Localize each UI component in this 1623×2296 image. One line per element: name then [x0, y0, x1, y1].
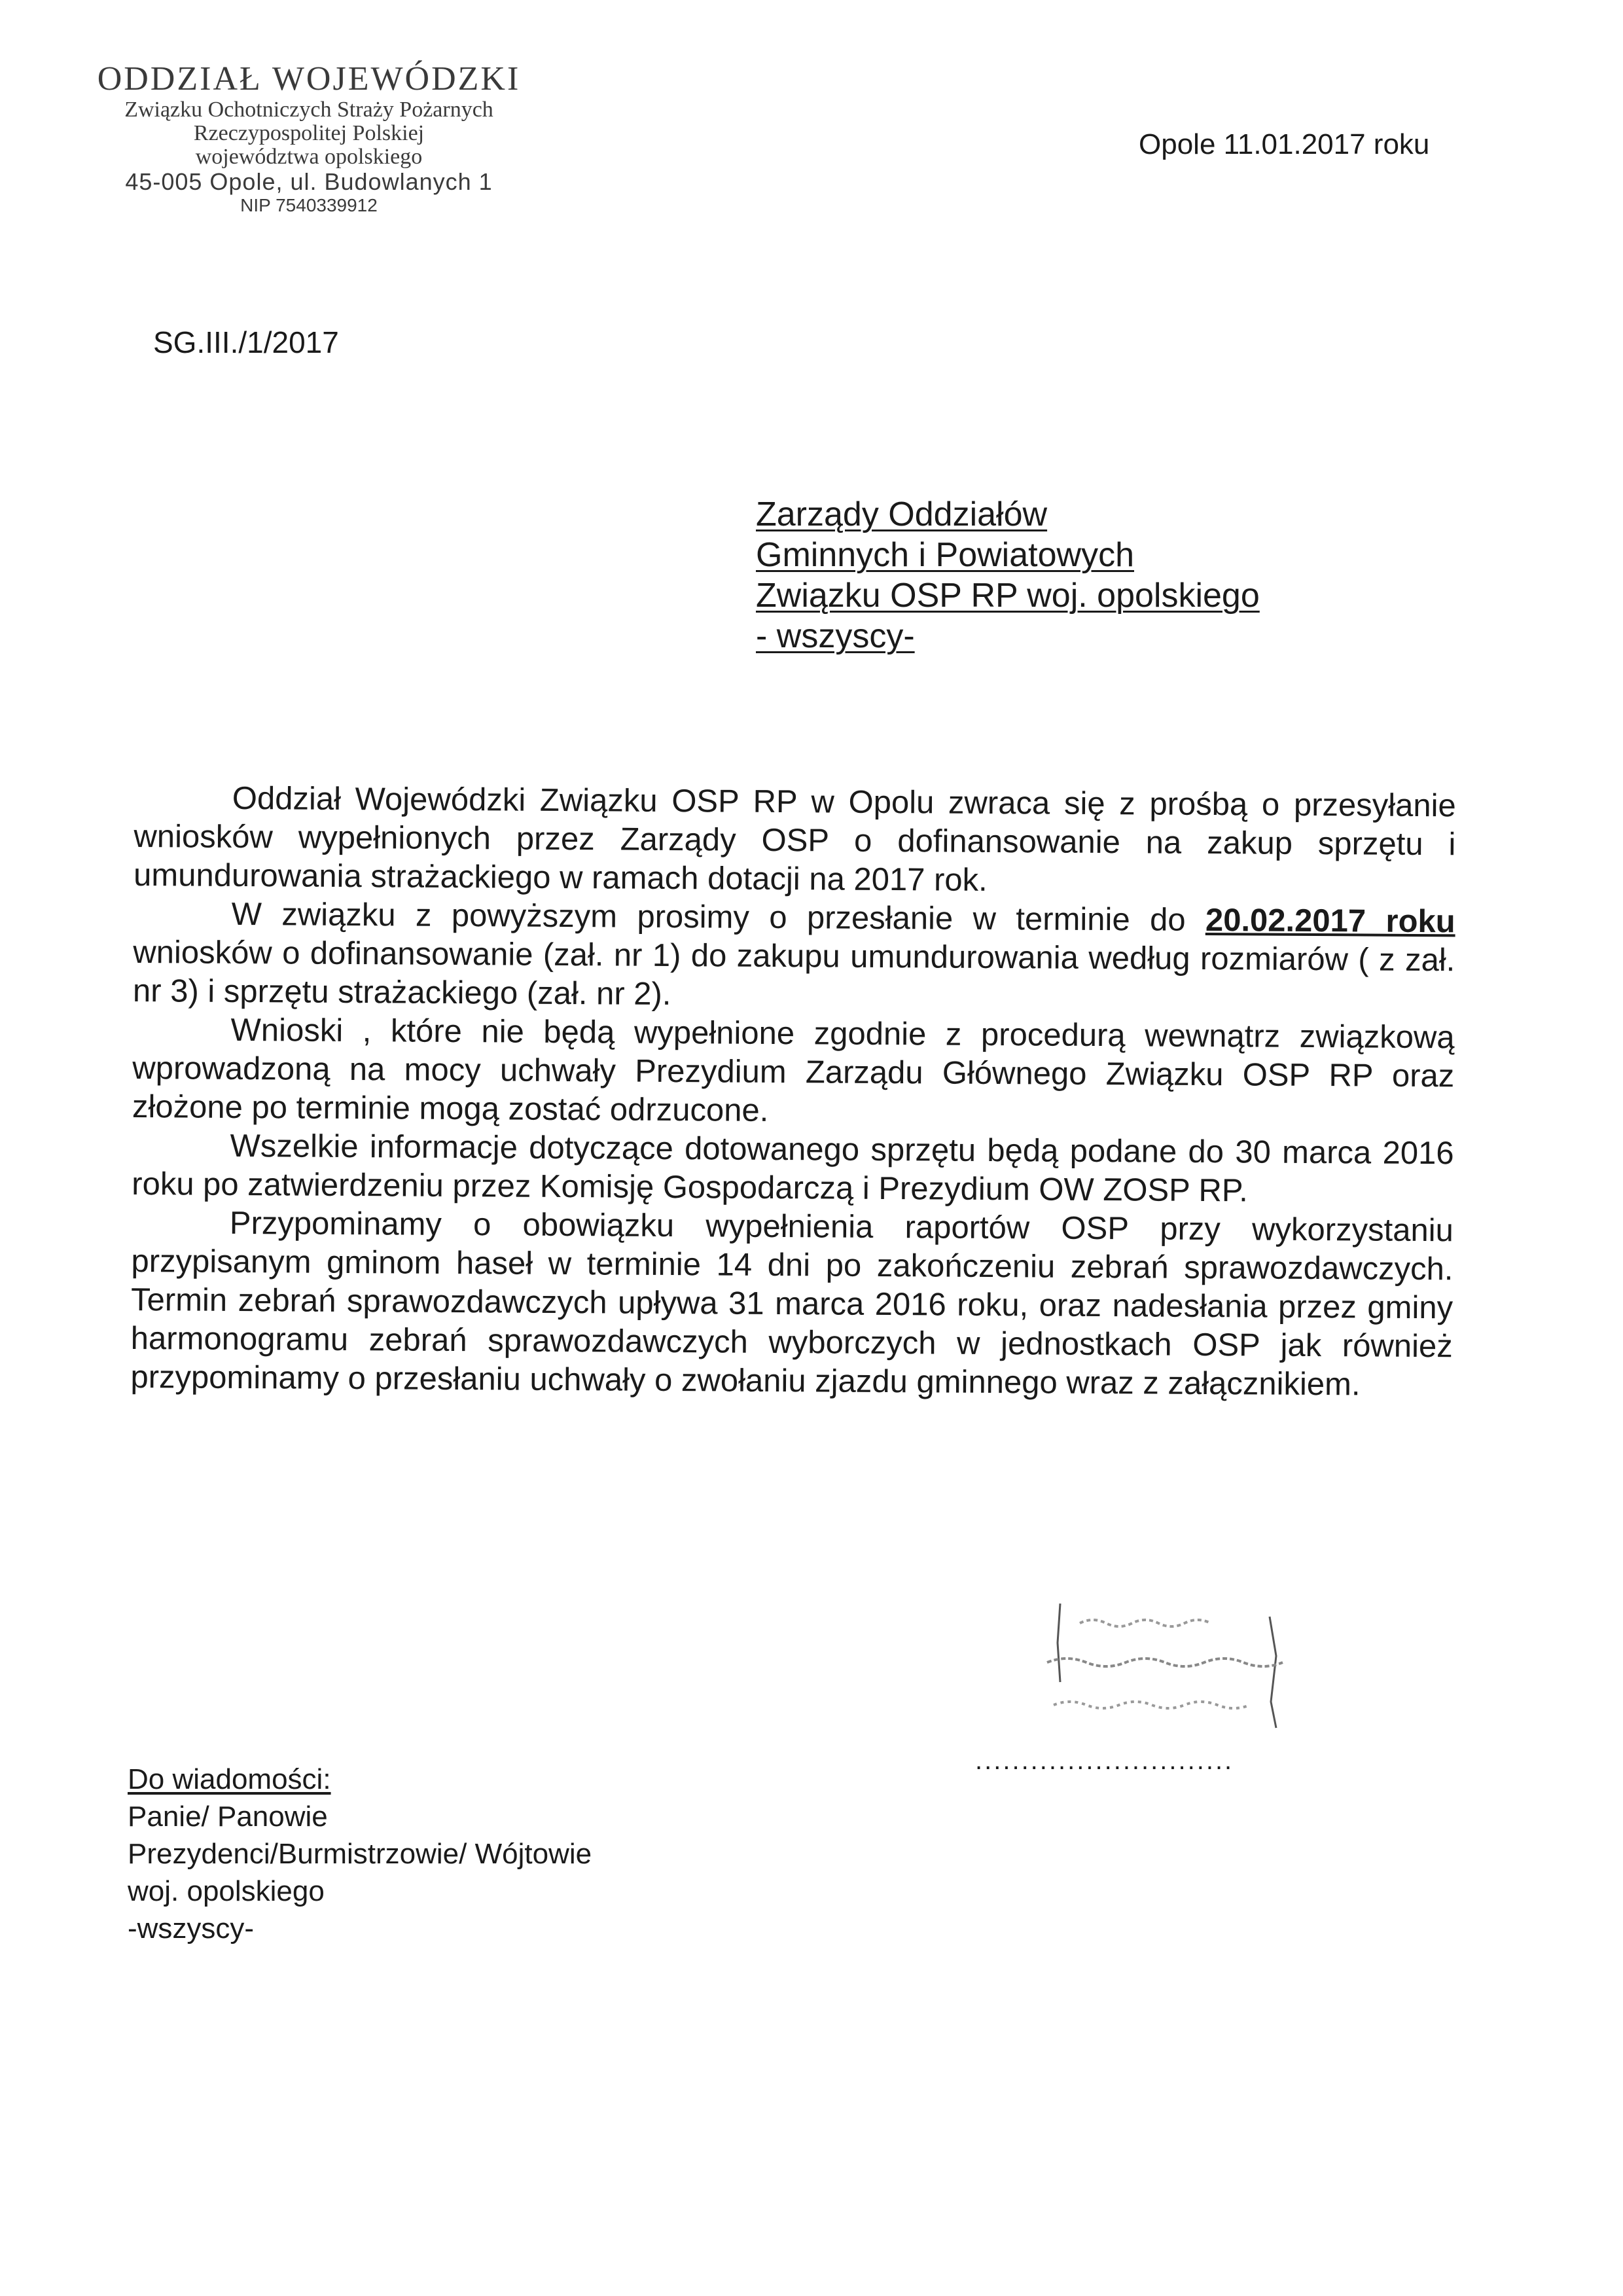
recipient-line: Związku OSP RP woj. opolskiego [756, 577, 1260, 615]
sender-line: województwa opolskiego [195, 145, 423, 169]
body-paragraph: Oddział Wojewódzki Związku OSP RP w Opolu zwraca się z prośbą o przesyłanie wniosków wypełnionych przez Zarządy OSP o dofinansowanie na zakup sprzętu i umundurowania strażackiego w ramach dotacji na 2017 rok. [133, 780, 1456, 898]
cc-line: -wszyscy- [128, 1912, 255, 1945]
body-paragraph: Wnioski , które nie będą wypełnione zgodnie z procedurą wewnątrz związkową wprowadzoną na mocy uchwały Prezydium Zarządu Głównego Związku OSP RP oraz złożone po terminie mogą zostać odrzucone. [132, 1012, 1455, 1128]
signature-line: ............................ [975, 1746, 1234, 1775]
sender-letterhead [73, 60, 544, 216]
letter-date: Opole 11.01.2017 roku [1139, 128, 1430, 160]
cc-line: woj. opolskiego [128, 1875, 325, 1907]
deadline-rest: wniosków o dofinansowanie (zał. nr 1) do zakupu umundurowania według rozmiarów ( z zał. nr 3) i sprzętu strażackiego (zał. nr 2). [132, 934, 1455, 1013]
recipient-block [756, 494, 1260, 656]
recipient-line: Gminnych i Powiatowych [756, 536, 1134, 574]
deadline-lead: W związku z powyższym prosimy o przesłanie w terminie do [231, 896, 1206, 939]
recipient-line: Zarządy Oddziałów [756, 495, 1048, 533]
cc-heading: Do wiadomości: [128, 1763, 331, 1795]
body-paragraph: Wszelkie informacje dotyczące dotowanego sprzętu będą podane do 30 marca 2016 roku po zatwierdzeniu przez Komisję Gospodarczą i Prezydium OW ZOSP RP. [132, 1128, 1454, 1209]
sender-line: Związku Ochotniczych Straży Pożarnych [124, 98, 493, 122]
signature-stamp [1041, 1597, 1296, 1741]
body-paragraph [133, 895, 1455, 1018]
deadline-date: 20.02.2017 roku [1205, 903, 1455, 940]
sender-org-title: ODDZIAŁ WOJEWÓDZKI [97, 60, 521, 98]
letter-body [130, 779, 1456, 1405]
body-paragraph: Przypominamy o obowiązku wypełnienia raportów OSP przy wykorzystaniu przypisanym gminom haseł w terminie 14 dni po zakończeniu zebrań sprawozdawczych. Termin zebrań sprawozdawczych upływa 31 marca 2016 roku, oraz nadesłania przez gminy harmonogramu zebrań sprawozdawczych wyborczych w jednostkach OSP jak również przypominamy o przesłaniu uchwały o zwołaniu zjazdu gminnego wraz z załącznikiem. [130, 1205, 1454, 1403]
cc-block [128, 1761, 592, 1947]
sender-line: Rzeczypospolitej Polskiej [193, 121, 425, 145]
sender-nip: NIP 7540339912 [240, 195, 378, 215]
cc-line: Prezydenci/Burmistrzowie/ Wójtowie [128, 1838, 592, 1870]
cc-line: Panie/ Panowie [128, 1801, 328, 1833]
reference-number: SG.III./1/2017 [153, 325, 339, 359]
sender-address: 45-005 Opole, ul. Budowlanych 1 [125, 168, 493, 195]
recipient-line: - wszyscy- [756, 617, 915, 655]
